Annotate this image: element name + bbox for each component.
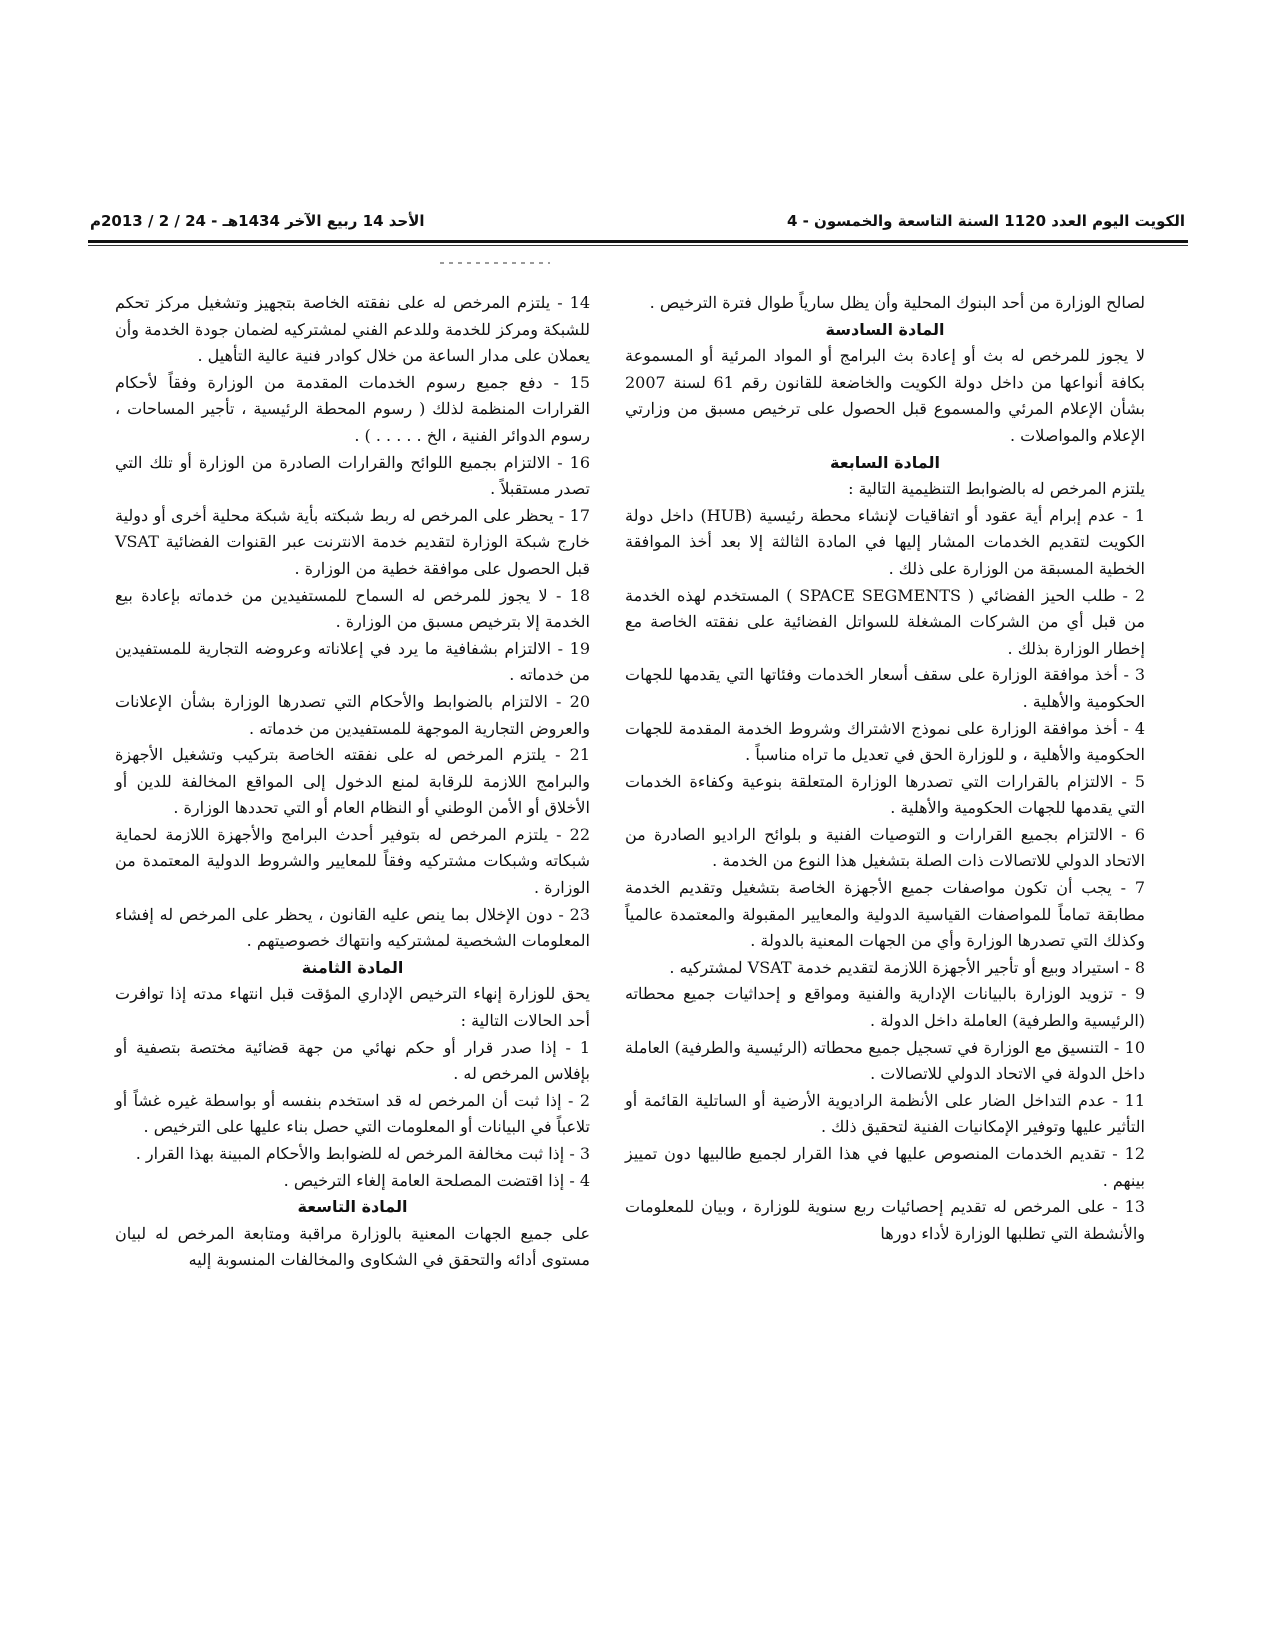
paragraph: 9 - تزويد الوزارة بالبيانات الإدارية والفنية ومواقع و إحداثيات جميع محطاته (الرئيسية والطرفية) العاملة داخل الدولة . bbox=[625, 984, 1145, 1031]
paragraph: لصالح الوزارة من أحد البنوك المحلية وأن يظل سارياً طوال فترة الترخيص . bbox=[649, 293, 1145, 312]
paragraph: يلتزم المرخص له بالضوابط التنظيمية التالية : bbox=[848, 479, 1145, 499]
paragraph: على جميع الجهات المعنية بالوزارة مراقبة ومتابعة المرخص له لبيان مستوى أدائه والتحقق في الشكاوى والمخالفات المنسوبة إليه bbox=[115, 1223, 590, 1270]
paragraph: 10 - التنسيق مع الوزارة في تسجيل جميع محطاته (الرئيسية والطرفية) العاملة داخل الدولة في الاتحاد الدولي للاتصالات . bbox=[625, 1037, 1145, 1084]
paragraph: 3 - إذا ثبت مخالفة المرخص له للضوابط والأحكام المبينة بهذا القرار . bbox=[135, 1144, 590, 1163]
paragraph: 4 - أخذ موافقة الوزارة على نموذج الاشتراك وشروط الخدمة المقدمة للجهات الحكومية والأهلية ، و للوزارة الحق في تعديل ما تراه مناسباً . bbox=[625, 718, 1145, 765]
article-heading: المادة السادسة bbox=[825, 319, 945, 339]
paragraph: 7 - يجب أن تكون مواصفات جميع الأجهزة الخاصة بتشغيل وتقديم الخدمة مطابقة تماماً للمواصفات القياسية الدولية والمعايير المقبولة والمعتمدة عالمياً وكذلك التي تصدرها الوزارة وأي من الجهات المعنية بالدولة . bbox=[625, 878, 1145, 951]
paragraph: 16 - الالتزام بجميع اللوائح والقرارات الصادرة من الوزارة أو تلك التي تصدر مستقبلاً . bbox=[115, 452, 590, 499]
header-issue-info: الكويت اليوم العدد 1120 السنة التاسعة والخمسون - 4 bbox=[786, 212, 1185, 230]
paragraph: 2 - إذا ثبت أن المرخص له قد استخدم بنفسه أو بواسطة غيره غشاً أو تلاعباً في البيانات أو المعلومات التي حصل بناء عليها على الترخيص . bbox=[115, 1090, 591, 1137]
paragraph: 1 - إذا صدر قرار أو حكم نهائي من جهة قضائية مختصة بتصفية أو بإفلاس المرخص له . bbox=[115, 1037, 591, 1084]
page-header bbox=[90, 208, 1185, 230]
article-heading: المادة الثامنة bbox=[301, 957, 404, 977]
paragraph: 15 - دفع جميع رسوم الخدمات المقدمة من الوزارة وفقاً لأحكام القرارات المنظمة لذلك ( رسوم المحطة الرئيسية ، تأجير المساحات ، رسوم الدوائر الفنية ، الخ . . . . . ) . bbox=[115, 372, 590, 445]
paragraph: 3 - أخذ موافقة الوزارة على سقف أسعار الخدمات وفئاتها التي يقدمها للجهات الحكومية والأهلية . bbox=[625, 665, 1145, 711]
paragraph: 23 - دون الإخلال بما ينص عليه القانون ، يحظر على المرخص له إفشاء المعلومات الشخصية لمشتركيه وانتهاك خصوصيتهم . bbox=[115, 904, 590, 951]
paragraph: لا يجوز للمرخص له بث أو إعادة بث البرامج أو المواد المرئية أو المسموعة بكافة أنواعها من داخل دولة الكويت والخاضعة للقانون رقم 61 لسنة 2007 بشأن الإعلام المرئي والمسموع قبل الحصول على ترخيص مسبق من وزارتي الإعلام والمواصلات . bbox=[625, 346, 1145, 445]
paragraph: 12 - تقديم الخدمات المنصوص عليها في هذا القرار لجميع طالبيها دون تمييز بينهم . bbox=[625, 1144, 1145, 1190]
paragraph: 5 - الالتزام بالقرارات التي تصدرها الوزارة المتعلقة بنوعية وكفاءة الخدمات التي يقدمها للجهات الحكومية والأهلية . bbox=[625, 771, 1145, 818]
header-rule bbox=[88, 240, 1188, 243]
paragraph: 13 - على المرخص له تقديم إحصائيات ربع سنوية للوزارة ، وبيان للمعلومات والأنشطة التي تطلبها الوزارة لأداء دورها bbox=[625, 1197, 1145, 1243]
header-date: الأحد 14 ربيع الآخر 1434هـ - 24 / 2 / 2013م bbox=[90, 212, 425, 230]
article-heading: المادة التاسعة bbox=[297, 1197, 408, 1217]
paragraph: 4 - إذا اقتضت المصلحة العامة إلغاء الترخيص . bbox=[283, 1170, 590, 1190]
paragraph: 21 - يلتزم المرخص له على نفقته الخاصة بتركيب وتشغيل الأجهزة والبرامج اللازمة للرقابة لمنع الدخول إلى المواقع المخالفة للدين أو الأخلاق أو الأمن الوطني أو النظام العام أو التي تحددها الوزارة . bbox=[115, 745, 590, 818]
paragraph: 17 - يحظر على المرخص له ربط شبكته بأية شبكة محلية أخرى أو دولية خارج شبكة الوزارة لتقديم خدمة الانترنت عبر القنوات الفضائية VSAT قبل الحصول على موافقة خطية من الوزارة . bbox=[115, 505, 590, 578]
paragraph: يحق للوزارة إنهاء الترخيص الإداري المؤقت قبل انتهاء مدته إذا توافرت أحد الحالات التالية : bbox=[115, 984, 590, 1031]
header-rule-thin bbox=[88, 245, 1188, 246]
scan-mark bbox=[440, 262, 550, 264]
left-column bbox=[115, 290, 590, 1274]
paragraph: 18 - لا يجوز للمرخص له السماح للمستفيدين من خدماته بإعادة بيع الخدمة إلا بترخيص مسبق من الوزارة . bbox=[115, 585, 590, 632]
paragraph: 8 - استيراد وبيع أو تأجير الأجهزة اللازمة لتقديم خدمة VSAT لمشتركيه . bbox=[669, 957, 1145, 977]
paragraph: 22 - يلتزم المرخص له بتوفير أحدث البرامج والأجهزة اللازمة لحماية شبكاته وشبكات مشتركيه وفقاً للمعايير والشروط الدولية المعتمدة من الوزارة . bbox=[115, 824, 590, 898]
paragraph: 19 - الالتزام بشفافية ما يرد في إعلاناته وعروضه التجارية للمستفيدين من خدماته . bbox=[115, 638, 590, 685]
paragraph: 6 - الالتزام بجميع القرارات و التوصيات الفنية و بلوائح الراديو الصادرة من الاتحاد الدولي للاتصالات ذات الصلة بتشغيل هذا النوع من الخدمة . bbox=[625, 824, 1145, 871]
paragraph: 1 - عدم إبرام أية عقود أو اتفاقيات لإنشاء محطة رئيسية (HUB) داخل دولة الكويت لتقديم الخدمات المشار إليها في المادة الثالثة إلا بعد أخذ الموافقة الخطية المسبقة من الوزارة على ذلك . bbox=[625, 505, 1146, 578]
paragraph: 11 - عدم التداخل الضار على الأنظمة الراديوية الأرضية أو الساتلية القائمة أو التأثير عليها وتوفير الإمكانيات الفنية لتحقيق ذلك . bbox=[625, 1090, 1145, 1137]
paragraph: 2 - طلب الحيز الفضائي ( SPACE SEGMENTS ) المستخدم لهذه الخدمة من قبل أي من الشركات المشغلة للسواتل الفضائية على نفقته الخاصة مع إخطار الوزارة بذلك . bbox=[625, 585, 1145, 658]
right-column bbox=[625, 290, 1145, 1247]
paragraph: 14 - يلتزم المرخص له على نفقته الخاصة بتجهيز وتشغيل مركز تحكم للشبكة ومركز للخدمة وللدعم الفني لمشتركيه لضمان جودة الخدمة وأن يعملان على مدار الساعة من خلال كوادر فنية عالية التأهيل . bbox=[115, 293, 590, 366]
paragraph: 20 - الالتزام بالضوابط والأحكام التي تصدرها الوزارة بشأن الإعلانات والعروض التجارية الموجهة للمستفيدين من خدماته . bbox=[115, 691, 590, 738]
article-heading: المادة السابعة bbox=[830, 452, 940, 472]
